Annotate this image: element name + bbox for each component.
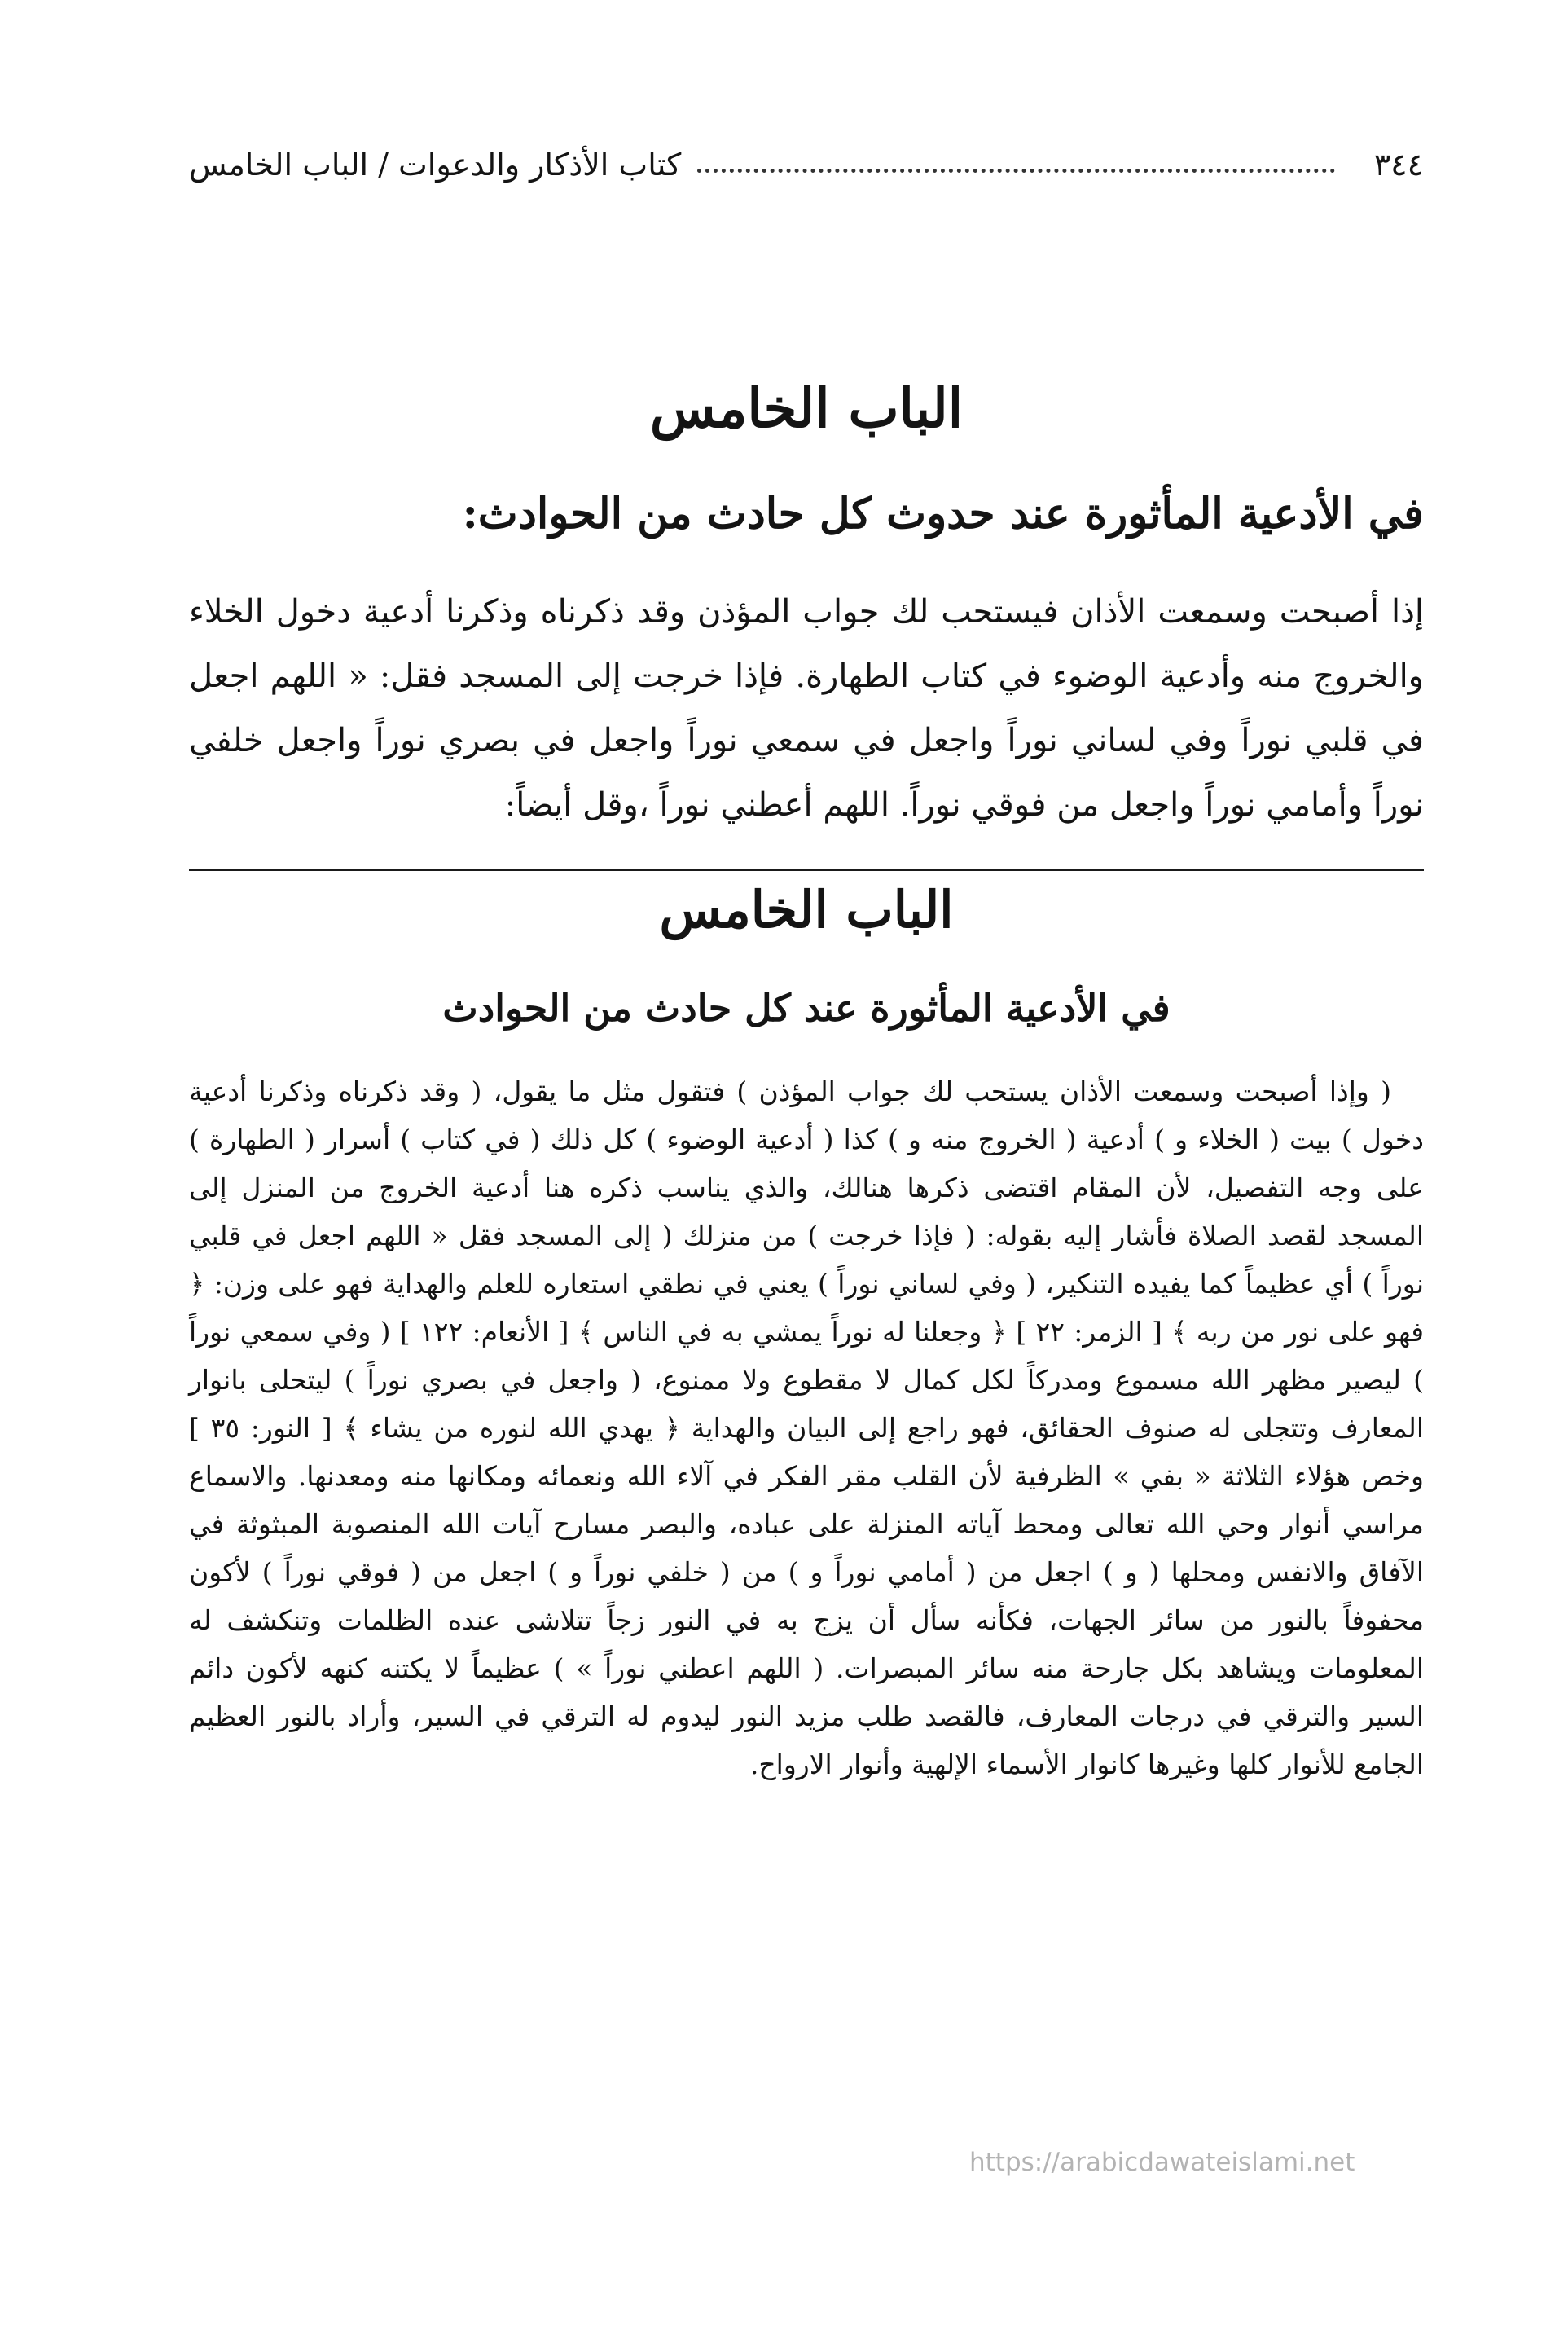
commentary-title: الباب الخامس bbox=[659, 880, 954, 939]
header-dot-leader bbox=[697, 165, 1334, 173]
page-number: ٣٤٤ bbox=[1373, 147, 1424, 183]
running-header bbox=[189, 140, 1424, 189]
chapter-subtitle: في الأدعية المأثورة عند حدوث كل حادث من الحوادث: bbox=[462, 489, 1424, 539]
section-divider bbox=[189, 869, 1424, 871]
main-text: إذا أصبحت وسمعت الأذان فيستحب لك جواب المؤذن وقد ذكرناه وذكرنا أدعية دخول الخلاء والخروج منه وأدعية الوضوء في كتاب الطهارة. فإذا خرجت إلى المسجد فقل: « اللهم اجعل في قلبي نوراً وفي لساني نوراً واجعل في سمعي نوراً واجعل في بصري نوراً واجعل خلفي نوراً وأمامي نوراً واجعل من فوقي نوراً. اللهم أعطني نوراً ،وقل أيضاً: bbox=[189, 593, 1424, 824]
commentary-text bbox=[189, 1067, 1424, 1788]
chapter-title: الباب الخامس bbox=[649, 376, 964, 440]
commentary-paragraph: ( وإذا أصبحت وسمعت الأذان يستحب لك جواب المؤذن ) فتقول مثل ما يقول، ( وقد ذكرناه وذكرنا أدعية دخول ) بيت ( الخلاء و ) أدعية ( الخروج منه و ) كذا ( أدعية الوضوء ) كل ذلك ( في كتاب ) أسرار ( الطهارة ) على وجه التفصيل، لأن المقام اقتضى ذكرها هنالك، والذي يناسب ذكره هنا أدعية الخروج من المنزل إلى المسجد لقصد الصلاة فأشار إليه بقوله: ( فإذا خرجت ) من منزلك ( إلى المسجد فقل « اللهم اجعل في قلبي نوراً ) أي عظيماً كما يفيده التنكير، ( وفي لساني نوراً ) يعني في نطقي استعاره للعلم والهداية فهو على وزن: ﴿ فهو على نور من ربه ﴾ [ الزمر: ٢٢ ] ﴿ وجعلنا له نوراً يمشي به في الناس ﴾ [ الأنعام: ١٢٢ ] ( وفي سمعي نوراً ) ليصير مظهر الله مسموع ومدركاً لكل كمال لا مقطوع ولا ممنوع، ( واجعل في بصري نوراً ) ليتحلى بانوار المعارف وتتجلى له صنوف الحقائق، فهو راجع إلى البيان والهداية ﴿ يهدي الله لنوره من يشاء ﴾ [ النور: ٣٥ ] وخص هؤلاء الثلاثة « بفي » الظرفية لأن القلب مقر الفكر في آلاء الله ونعمائه ومكانها منه ومعدنها. والاسماع مراسي أنوار وحي الله تعالى ومحط آياته المنزلة على عباده، والبصر مسارح آيات الله المنصوبة المبثوثة في الآفاق والانفس ومحلها ( و ) اجعل من ( أمامي نوراً و ) من ( خلفي نوراً و ) اجعل من ( فوقي نوراً ) لأكون محفوفاً بالنور من سائر الجهات، فكأنه سأل أن يزج به في النور زجاً تتلاشى عنده الظلمات وتنكشف له المعلومات ويشاهد بكل جارحة منه سائر المبصرات. ( اللهم اعطني نوراً » ) عظيماً لا يكتنه كنهه لأكون دائم السير والترقي في درجات المعارف، فالقصد طلب مزيد النور ليدوم له الترقي في السير، وأراد بالنور العظيم الجامع للأنوار كلها وغيرها كانوار الأسماء الإلهية وأنوار الارواح. bbox=[189, 1076, 1425, 1780]
running-header-title: كتاب الأذكار والدعوات / الباب الخامس bbox=[189, 147, 682, 183]
watermark-url: https://arabicdawateislami.net bbox=[969, 2148, 1355, 2177]
commentary-subtitle: في الأدعية المأثورة عند كل حادث من الحوادث bbox=[442, 986, 1171, 1030]
